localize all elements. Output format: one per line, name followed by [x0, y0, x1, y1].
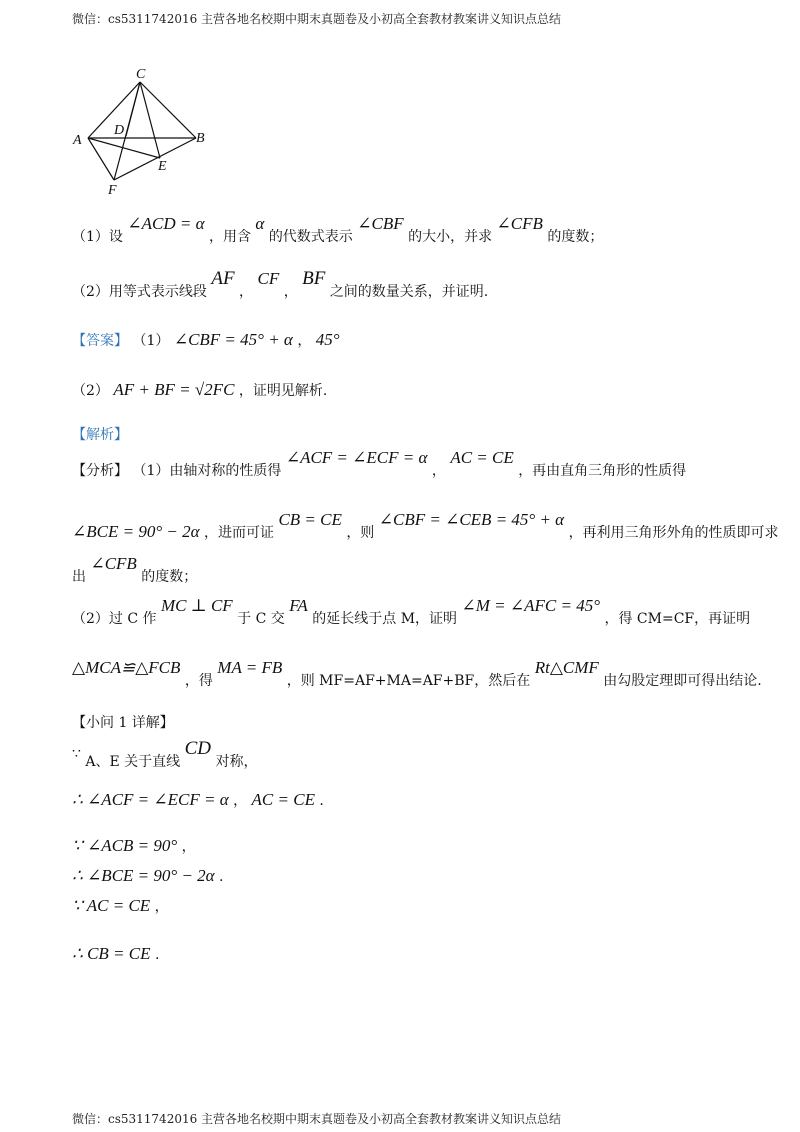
detail-step-1: ∵ A、E 关于直线 CD 对称， [72, 738, 258, 770]
question-1: （1）设 ∠ACD = α ，用含 α 的代数式表示 ∠CBF 的大小，并求 ∠CFB 的度数； [72, 214, 604, 245]
detail-tag: 【小问 1 详解】 [72, 715, 174, 731]
analysis-line-4: （2）过 C 作 MC ⊥ CF 于 C 交 FA 的延长线于点 M，证明 ∠M = ∠AFC = 45° ，得 CM=CF，再证明 [72, 596, 751, 627]
page-header: 微信：cs5311742016 主营各地名校期中期末真题卷及小初高全套教材教案讲义知识点总结 [72, 12, 562, 26]
segment-ce [140, 82, 160, 158]
answer-line-2: （2） AF + BF = √2FC ，证明见解析. [72, 380, 328, 399]
analysis-section-tag: 【解析】 [72, 427, 128, 443]
answer-tag: 【答案】 [72, 333, 128, 349]
point-label-f: F [108, 183, 117, 198]
analysis-line-3: 出 ∠CFB 的度数； [72, 554, 198, 585]
detail-step-5: ∵ AC = CE ， [72, 896, 169, 915]
analysis-line-5: △MCA≌△FCB ，得 MA = FB ，则 MF=AF+MA=AF+BF，然后在 Rt△CMF 由勾股定理即可得出结论. [72, 658, 762, 689]
analysis-line-1: 【分析】 （1）由轴对称的性质得 ∠ACF = ∠ECF = α ， AC = CE ，再由直角三角形的性质得 [72, 448, 687, 479]
answer-line-1: 【答案】 （1） ∠CBF = 45° + α ， 45° [72, 330, 340, 349]
segment-cb [140, 82, 196, 138]
question-2: （2）用等式表示线段 AF ， CF ， BF 之间的数量关系，并证明. [72, 268, 489, 300]
geometry-diagram [68, 66, 218, 206]
detail-step-6: ∴ CB = CE . [72, 944, 160, 963]
point-label-b: B [196, 131, 205, 146]
point-label-d: D [114, 123, 125, 138]
segment-fb [114, 138, 196, 180]
point-label-a: A [73, 133, 82, 148]
detail-step-2: ∴ ∠ACF = ∠ECF = α ， AC = CE . [72, 790, 324, 809]
detail-step-4: ∴ ∠BCE = 90° − 2α . [72, 866, 224, 885]
detail-step-3: ∵ ∠ACB = 90° ， [72, 836, 196, 855]
analysis-line-2: ∠BCE = 90° − 2α ，进而可证 CB = CE ，则 ∠CBF = ∠CEB = 45° + α ，再利用三角形外角的性质即可求 [72, 510, 779, 541]
point-label-c: C [136, 67, 146, 82]
page-footer: 微信：cs5311742016 主营各地名校期中期末真题卷及小初高全套教材教案讲义知识点总结 [72, 1112, 562, 1126]
point-label-e: E [158, 159, 167, 174]
